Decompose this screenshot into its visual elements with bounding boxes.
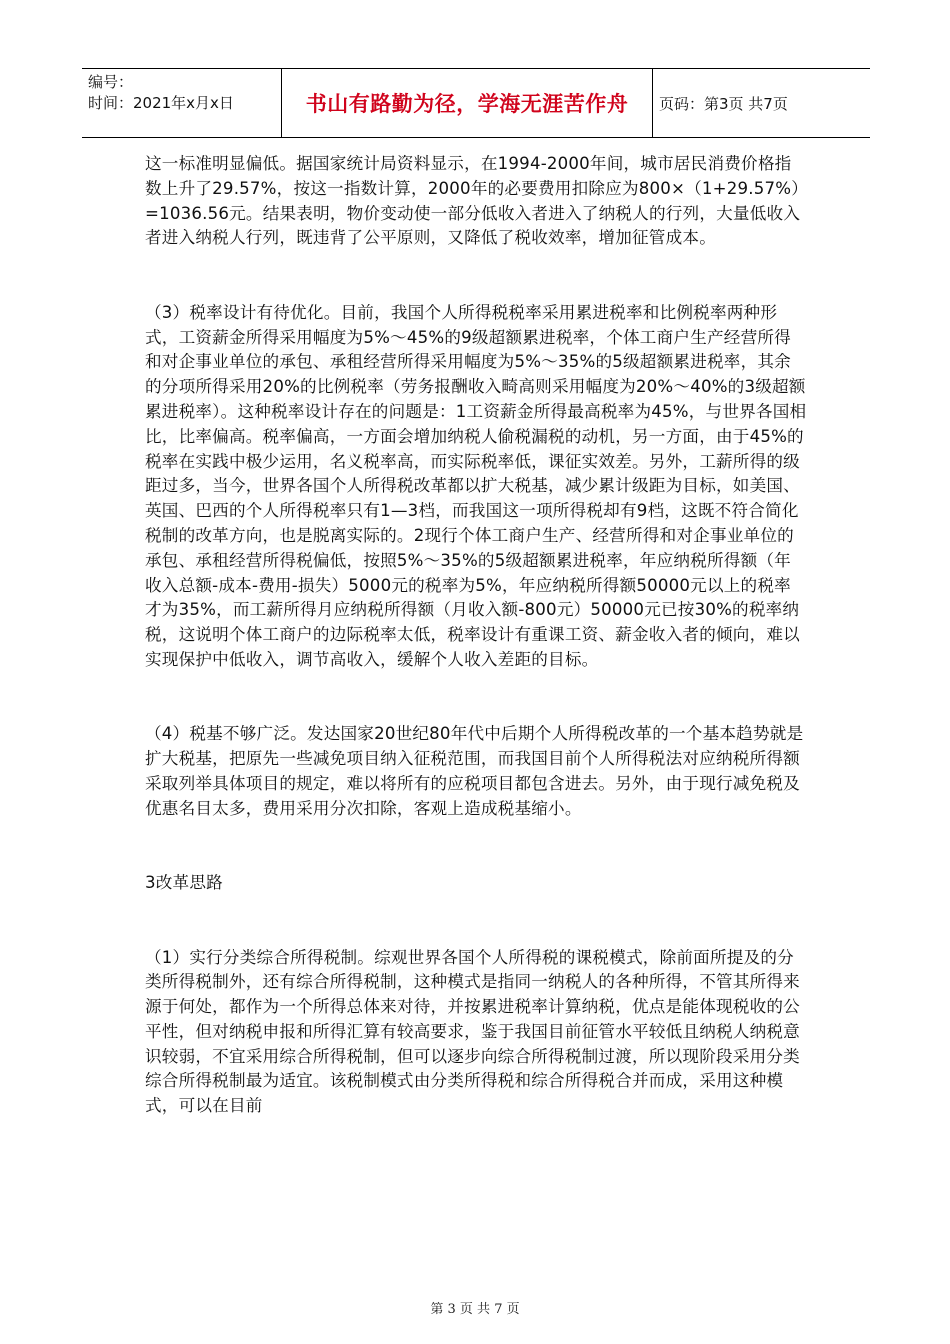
page-footer: 第 3 页 共 7 页 [430, 1302, 520, 1317]
paragraph-tax-rate-design: （3）税率设计有待优化。目前，我国个人所得税税率采用累进税率和比例税率两种形式，工资薪金所得采用幅度为5%～45%的9级超额累进税率，个体工商户生产经营所得和对企事业单位的承包、承租经营所得采用幅度为5%～35%的5级超额累进税率，其余的分项所得采用20%的比例税率（劳务报酬收入畸高则采用幅度为20%～40%的3级超额累进税率）。这种税率设计存在的问题是：1工资薪金所得最高税率为45%，与世界各国相比，比率偏高。税率偏高，一方面会增加纳税人偷税漏税的动机，另一方面，由于45%的税率在实践中极少运用，名义税率高，而实际税率低，课征实效差。另外，工薪所得的级距过多，当今，世界各国个人所得税改革都以扩大税基，减少累计级距为目标，如美国、英国、巴西的个人所得税率只有1—3档，而我国这一项所得税却有9档，这既不符合简化税制的改革方向，也是脱离实际的。2现行个体工商户生产、经营所得和对企事业单位的承包、承租经营所得税偏低，按照5%～35%的5级超额累进税率，年应纳税所得额（年收入总额-成本-费用-损失）5000元的税率为5%，年应纳税所得额50000元以上的税率才为35%，而工薪所得月应纳税所得额（月收入额-800元）50000元已按30%的税率纳税，这说明个体工商户的边际税率太低，税率设计有重课工资、薪金收入者的倾向，难以实现保护中低收入，调节高收入，缓解个人收入差距的目标。 [145, 302, 807, 669]
paragraph-tax-base: （4）税基不够广泛。发达国家20世纪80年代中后期个人所得税改革的一个基本趋势就是扩大税基，把原先一些减免项目纳入征税范围，而我国目前个人所得税法对应纳税所得额采取列举具体项目的规定，难以将所有的应税项目都包含进去。另外，由于现行减免税及优惠名目太多，费用采用分次扣除，客观上造成税基缩小。 [145, 724, 804, 818]
header-page-info: 页码：第3页 共7页 [659, 94, 788, 113]
document-date: 时间：2021年x月x日 [88, 94, 234, 112]
paragraph-continuation: 这一标准明显偏低。据国家统计局资料显示，在1994-2000年间，城市居民消费价格指数上升了29.57%，按这一指数计算，2000年的必要费用扣除应为800×（1+29.57%）=1036.56元。结果表明，物价变动使一部分低收入者进入了纳税人的行列，大量低收入者进入纳税人行列，既违背了公平原则，又降低了税收效率，增加征管成本。 [145, 154, 801, 248]
document-number-label: 编号： [88, 73, 134, 91]
paragraph-reform-idea: （1）实行分类综合所得税制。综观世界各国个人所得税的课税模式，除前面所提及的分类所得税制外，还有综合所得税制，这种模式是指同一纳税人的各种所得，不管其所得来源于何处，都作为一个所得总体来对待，并按累进税率计算纳税，优点是能体现税收的公平性，但对纳税申报和所得汇算有较高要求，鉴于我国目前征管水平较低且纳税人纳税意识较弱，不宜采用综合所得税制，但可以逐步向综合所得税制过渡，所以现阶段采用分类综合所得税制最为适宜。该税制模式由分类所得税和综合所得税合并而成，采用这种模式，可以在目前 [145, 947, 800, 1116]
header-motto: 书山有路勤为径，学海无涯苦作舟 [281, 69, 653, 137]
document-body [145, 152, 807, 1119]
page-header [82, 68, 870, 138]
header-meta [82, 69, 281, 137]
section-heading: 3改革思路 [145, 873, 223, 893]
